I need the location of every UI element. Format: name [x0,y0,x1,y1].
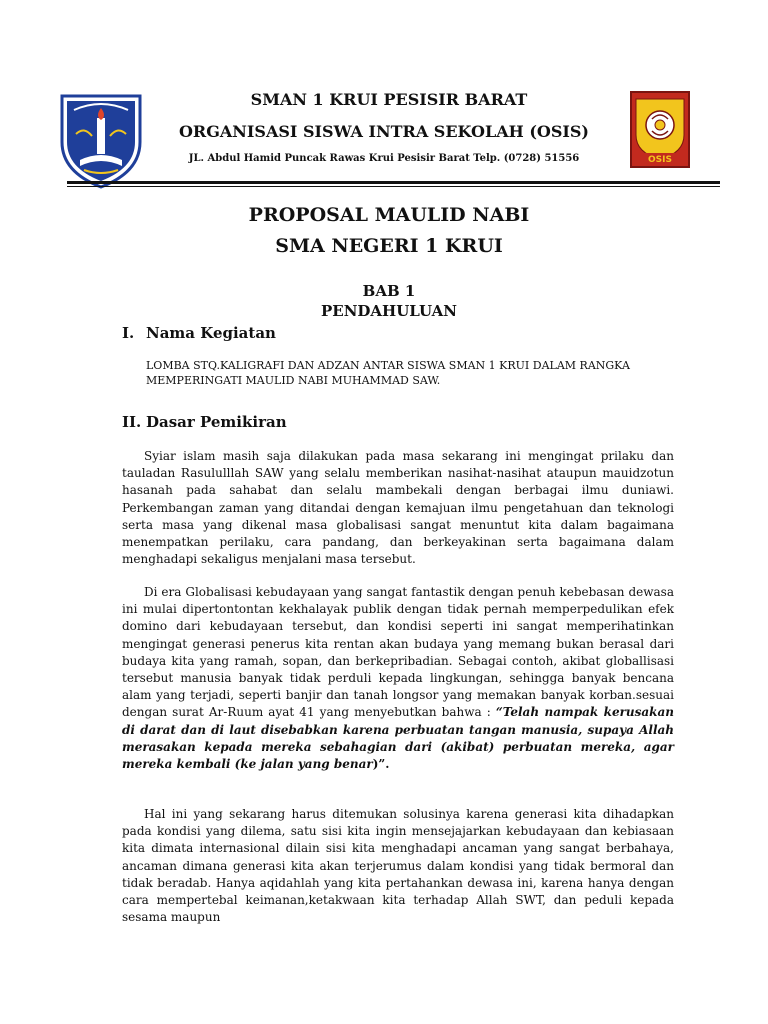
paragraph-1: Syiar islam masih saja dilakukan pada masa sekarang ini mengingat prilaku dan tauladan Rasululllah SAW yang selalu memberikan nasihat-nasihat ataupun mauidzotun hasanah pada sahabat dan selalu mambekali dengan berbagai ilmu duniawi. Perkembangan zaman yang ditandai dengan kemajuan ilmu pengetahuan dan teknologi serta masa yang dikenal masa globalisasi sangat menuntut kita dalam bagaimana menempatkan perilaku, cara pandang, dan berkeyakinan serta bagaimana dalam menghadapi sekaligus menjalani masa tersebut. [122,449,674,567]
section-heading-nama-kegiatan [122,324,276,342]
school-name: SMAN 1 KRUI PESISIR BARAT [250,90,528,109]
header-divider-thick [67,181,720,184]
chapter-name: PENDAHULUAN [320,302,458,320]
organization-name: ORGANISASI SISWA INTRA SEKOLAH (OSIS) [178,122,589,141]
paragraph-3: Hal ini yang sekarang harus ditemukan solusinya karena generasi kita dihadapkan pada kondisi yang dilema, satu sisi kita ingin mensejajarkan kebudayaan dan kebiasaan kita dimata internasional dilain sisi kita menghadapi ancaman yang sangat berbahaya, ancaman dimana generasi kita akan terjerumus dalam kondisi yang tidak bermoral dan tidak beradab. Hanya aqidahlah yang kita pertahankan dewasa ini, karena hanya dengan cara mempertebal keimanan,ketakwaan kita terhadap Allah SWT, dan peduli kepada sesama maupun [122,807,674,925]
paragraph-2-body: Di era Globalisasi kebudayaan yang sangat fantastik dengan penuh kebebasan dewasa ini mulai dipertontontan kekhalayak publik dengan tidak pernah memperpedulikan efek domino dari kebudayaan tersebut, dan kondisi seperti ini sangat memperihatinkan mengingat generasi penerus kita rentan akan budaya yang memang bukan berasal dari budaya kita yang ramah, sopan, dan berkepribadian. Sebagai contoh, akibat globallisasi tersebut manusia banyak tidak perduli kepada lingkungan, sehingga banyak bencana alam yang terjadi, seperti banjir dan tanah longsor yang memakan banyak korban.sesuai dengan surat Ar-Ruum ayat 41 yang menyebutkan bahwa : [122,585,674,720]
document-title: PROPOSAL MAULID NABI [248,204,530,226]
school-address: JL. Abdul Hamid Puncak Rawas Krui Pesisir Barat Telp. (0728) 51556 [188,153,580,164]
section-number: I. [122,324,135,342]
chapter-number: BAB 1 [362,282,416,300]
document-subtitle: SMA NEGERI 1 KRUI [275,235,503,257]
paragraph-2 [122,584,674,773]
section-title: Nama Kegiatan [146,324,276,342]
activity-name-text: LOMBA STQ.KALIGRAFI DAN ADZAN ANTAR SISWA SMAN 1 KRUI DALAM RANGKA MEMPERINGATI MAULID NABI MUHAMMAD SAW. [146,359,630,387]
header-divider-thin [67,186,720,187]
osis-logo-text: OSIS [648,155,672,165]
section-heading-dasar-pemikiran [122,413,287,431]
quote-end: )”. [372,757,390,772]
section-title: Dasar Pemikiran [146,413,287,431]
section-number: II. [122,413,142,431]
quran-quote: “Telah nampak kerusakan di darat dan di laut disebabkan karena perbuatan tangan manusia, supaya Allah merasakan kepada mereka sebahagian dari (akibat) perbuatan mereka, agar mereka kembali (ke jalan yang benar [122,705,674,772]
